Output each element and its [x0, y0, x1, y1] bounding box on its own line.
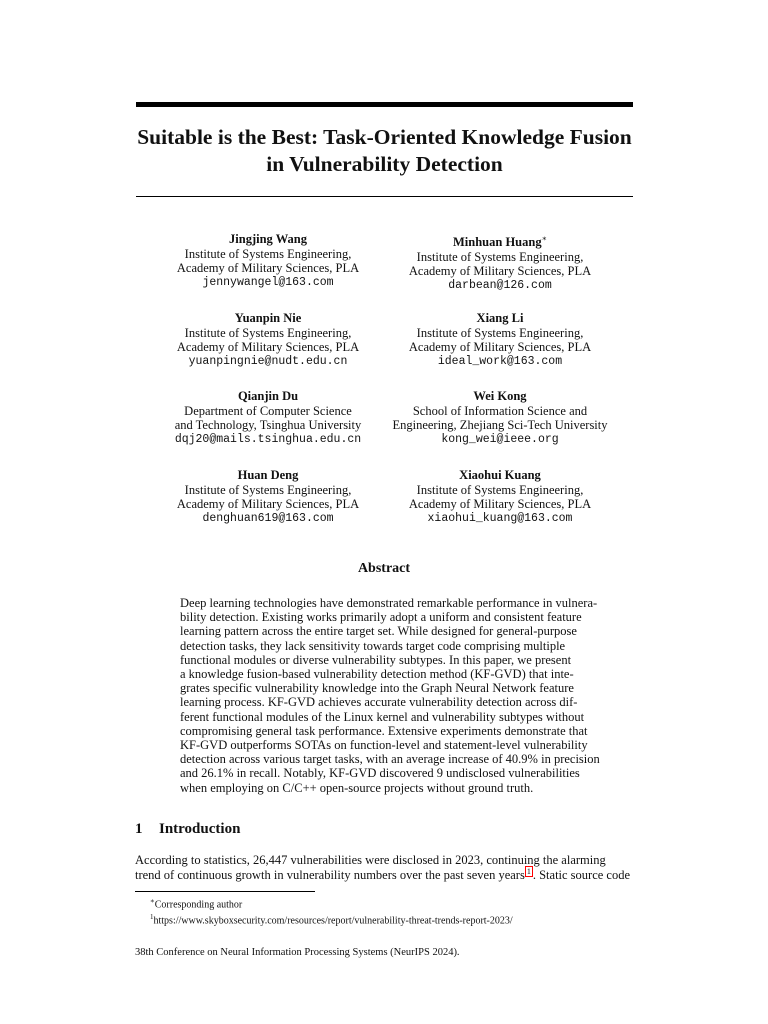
intro-line: [135, 868, 632, 883]
abstract-body: [180, 596, 600, 795]
author-name: Yuanpin Nie: [234, 311, 302, 325]
author-block: [143, 389, 393, 447]
intro-text: . Static source code: [532, 867, 631, 882]
abstract-line: functional modules or diverse vulnerability subtypes. In this paper, we present: [180, 652, 572, 667]
abstract-line: a knowledge fusion-based vulnerability detection method (KF-GVD) that inte-: [180, 667, 574, 682]
footnote-mark: ∗: [150, 897, 155, 905]
section-heading: [135, 821, 240, 838]
footnote-rule: [135, 891, 315, 892]
author-block: [375, 468, 625, 526]
author-email[interactable]: ideal_work@163.com: [437, 354, 563, 368]
author-block: [143, 311, 393, 369]
section-title: Introduction: [159, 821, 241, 837]
abstract-line: learning process. KF-GVD achieves accurate vulnerability detection across dif-: [180, 695, 578, 710]
author-affiliation: Institute of Systems Engineering,: [184, 246, 352, 261]
author-affiliation: and Technology, Tsinghua University: [174, 418, 362, 432]
author-affiliation: Academy of Military Sciences, PLA: [176, 261, 360, 275]
corresponding-author-mark: ∗: [541, 234, 548, 243]
abstract-line: KF-GVD outperforms SOTAs on function-level and statement-level vulnerability: [180, 738, 588, 753]
author-affiliation: Institute of Systems Engineering,: [416, 482, 584, 497]
footnote-ref-link[interactable]: 1: [526, 866, 531, 876]
title-line-1: Suitable is the Best: Task-Oriented Knowledge Fusion: [137, 125, 632, 149]
author-block: [143, 232, 393, 290]
abstract-line: grates specific vulnerability knowledge into the Graph Neural Network feature: [180, 681, 574, 696]
author-block: [143, 468, 393, 526]
author-affiliation: Institute of Systems Engineering,: [184, 325, 352, 340]
intro-paragraph: [135, 853, 632, 882]
author-affiliation: Academy of Military Sciences, PLA: [408, 264, 592, 279]
author-affiliation: Engineering, Zhejiang Sci-Tech University: [392, 418, 608, 432]
author-name: Minhuan Huang: [452, 235, 542, 250]
author-email[interactable]: dqj20@mails.tsinghua.edu.cn: [174, 432, 362, 446]
footnote-mark: 1: [150, 913, 154, 922]
abstract-line: bility detection. Existing works primarily adopt a uniform and consistent feature: [180, 610, 582, 625]
footnote: [150, 895, 513, 911]
author-name: Wei Kong: [473, 389, 527, 403]
author-name: Xiang Li: [476, 311, 524, 325]
intro-line: According to statistics, 26,447 vulnerabilities were disclosed in 2023, continuing the alarming: [135, 853, 606, 867]
author-name: Qianjin Du: [237, 389, 299, 403]
author-affiliation: Institute of Systems Engineering,: [416, 249, 584, 264]
author-affiliation: Department of Computer Science: [184, 403, 352, 418]
author-affiliation: School of Information Science and: [412, 403, 588, 418]
abstract-line: and 26.1% in recall. Notably, KF-GVD discovered 9 undisclosed vulnerabilities: [180, 766, 580, 781]
author-email[interactable]: denghuan619@163.com: [202, 511, 334, 525]
author-block: [375, 389, 625, 447]
author-block: [375, 232, 625, 293]
title-line-2: in Vulnerability Detection: [266, 152, 503, 176]
author-affiliation: Institute of Systems Engineering,: [184, 482, 352, 497]
author-affiliation: Academy of Military Sciences, PLA: [408, 497, 592, 511]
author-name: Huan Deng: [237, 468, 299, 482]
author-name: Xiaohui Kuang: [459, 468, 541, 482]
footnote: [150, 911, 513, 927]
intro-text: trend of continuous growth in vulnerability numbers over the past seven years: [135, 867, 525, 882]
abstract-line: ferent functional modules of the Linux kernel and vulnerability subtypes without: [180, 709, 585, 724]
author-email[interactable]: xiaohui_kuang@163.com: [427, 511, 573, 525]
footnote-text: Corresponding author: [154, 899, 243, 911]
author-email[interactable]: yuanpingnie@nudt.edu.cn: [188, 354, 348, 368]
title-bottom-rule: [136, 196, 633, 197]
title-top-rule: [136, 102, 633, 107]
venue-note: 38th Conference on Neural Information Processing Systems (NeurIPS 2024).: [135, 947, 460, 958]
author-email[interactable]: darbean@126.com: [448, 278, 552, 292]
author-affiliation: Academy of Military Sciences, PLA: [176, 340, 360, 354]
footnote-url-link[interactable]: https://www.skyboxsecurity.com/resources/report/vulnerability-threat-trends-report-2023/: [153, 915, 513, 927]
abstract-line: detection tasks, they lack sensitivity towards target code comprising multiple: [180, 638, 566, 653]
author-affiliation: Academy of Military Sciences, PLA: [176, 497, 360, 511]
abstract-heading: Abstract: [357, 561, 411, 576]
abstract-line: when employing on C/C++ open-source projects without ground truth.: [180, 780, 534, 795]
paper-title: [120, 124, 649, 178]
author-name: Jingjing Wang: [229, 232, 307, 246]
author-block: [375, 311, 625, 369]
abstract-line: detection across various target tasks, with an average increase of 40.9% in precision: [180, 752, 600, 767]
footnotes: [150, 895, 513, 928]
author-affiliation: Institute of Systems Engineering,: [416, 325, 584, 340]
abstract-line: learning pattern across the entire target set. While designed for general-purpose: [180, 624, 577, 639]
author-email[interactable]: kong_wei@ieee.org: [441, 432, 559, 446]
abstract-line: Deep learning technologies have demonstrated remarkable performance in vulnera-: [180, 596, 598, 610]
author-email[interactable]: jennywangel@163.com: [202, 275, 334, 289]
abstract-line: compromising general task performance. Extensive experiments demonstrate that: [180, 723, 588, 738]
author-affiliation: Academy of Military Sciences, PLA: [408, 340, 592, 354]
section-number: 1: [135, 821, 143, 837]
